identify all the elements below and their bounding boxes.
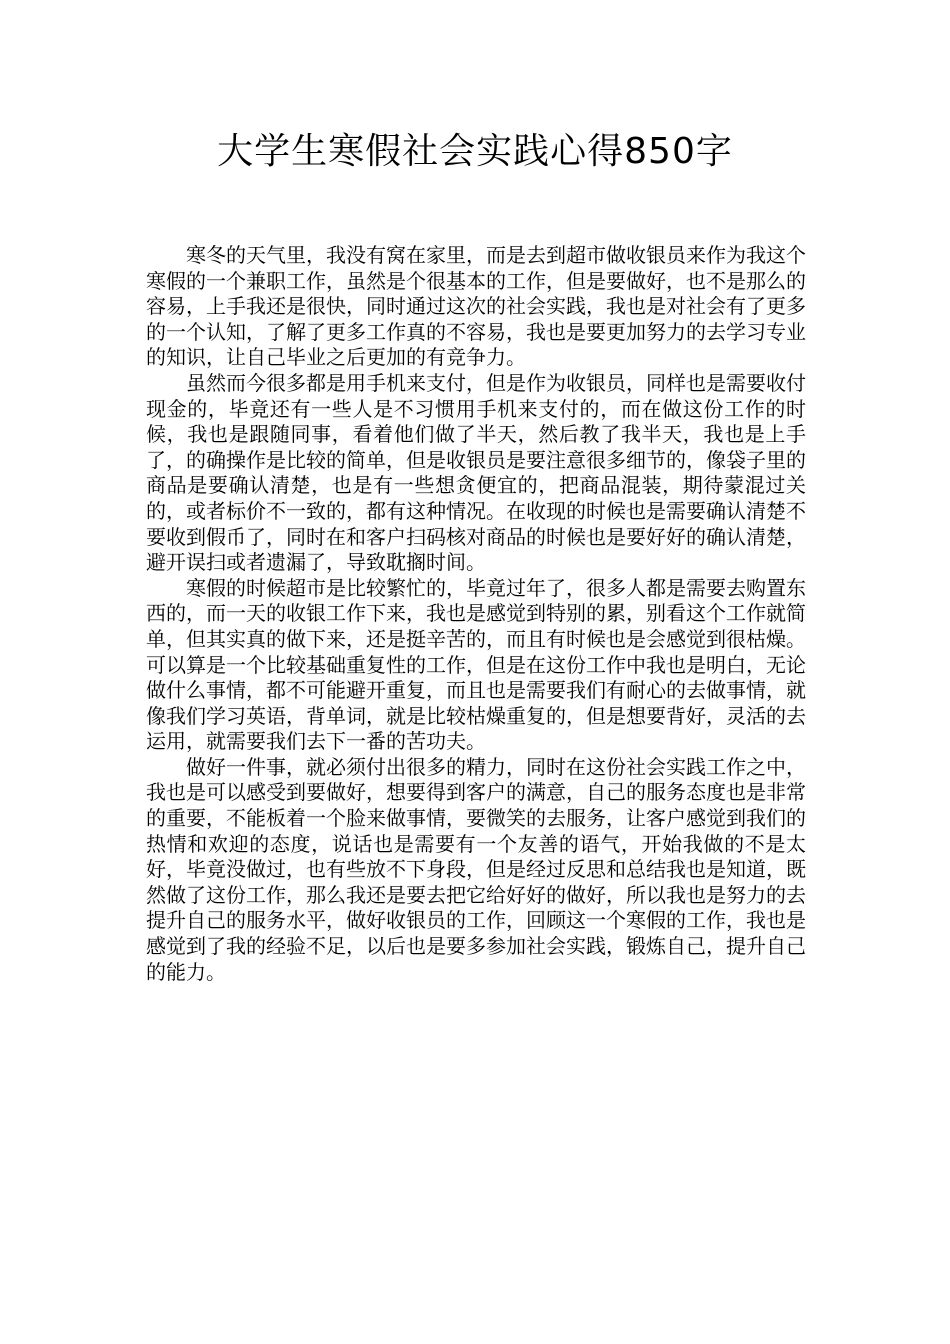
- page-title: 大学生寒假社会实践心得850字: [217, 131, 733, 172]
- paragraph-3: 寒假的时候超市是比较繁忙的，毕竟过年了，很多人都是需要去购置东西的，而一天的收银工作下来，我也是感觉到特别的累，别看这个工作就简单，但其实真的做下来，还是挺辛苦的，而且有时候也是会感觉到很枯燥。可以算是一个比较基础重复性的工作，但是在这份工作中我也是明白，无论做什么事情，都不可能避开重复，而且也是需要我们有耐心的去做事情，就像我们学习英语，背单词，就是比较枯燥重复的，但是想要背好，灵活的去运用，就需要我们去下一番的苦功夫。: [146, 575, 806, 754]
- paragraph-1: 寒冬的天气里，我没有窝在家里，而是去到超市做收银员来作为我这个寒假的一个兼职工作，虽然是个很基本的工作，但是要做好，也不是那么的容易，上手我还是很快，同时通过这次的社会实践，我也是对社会有了更多的一个认知，了解了更多工作真的不容易，我也是要更加努力的去学习专业的知识，让自己毕业之后更加的有竞争力。: [146, 243, 806, 370]
- paragraph-2: 虽然而今很多都是用手机来支付，但是作为收银员，同样也是需要收付现金的，毕竟还有一些人是不习惯用手机来支付的，而在做这份工作的时候，我也是跟随同事，看着他们做了半天，然后教了我半天，我也是上手了，的确操作是比较的简单，但是收银员是要注意很多细节的，像袋子里的商品是要确认清楚，也是有一些想贪便宜的，把商品混装，期待蒙混过关的，或者标价不一致的，都有这种情况。在收现的时候也是需要确认清楚不要收到假币了，同时在和客户扫码核对商品的时候也是要好好的确认清楚，避开误扫或者遗漏了，导致耽搁时间。: [146, 370, 806, 575]
- paragraph-4: 做好一件事，就必须付出很多的精力，同时在这份社会实践工作之中，我也是可以感受到要做好，想要得到客户的满意，自己的服务态度也是非常的重要，不能板着一个脸来做事情，要微笑的去服务，让客户感觉到我们的热情和欢迎的态度，说话也是需要有一个友善的语气，开始我做的不是太好，毕竟没做过，也有些放不下身段，但是经过反思和总结我也是知道，既然做了这份工作，那么我还是要去把它给好好的做好，所以我也是努力的去提升自己的服务水平，做好收银员的工作，回顾这一个寒假的工作，我也是感觉到了我的经验不足，以后也是要多参加社会实践，锻炼自己，提升自己的能力。: [146, 754, 806, 984]
- document-body: [146, 243, 806, 985]
